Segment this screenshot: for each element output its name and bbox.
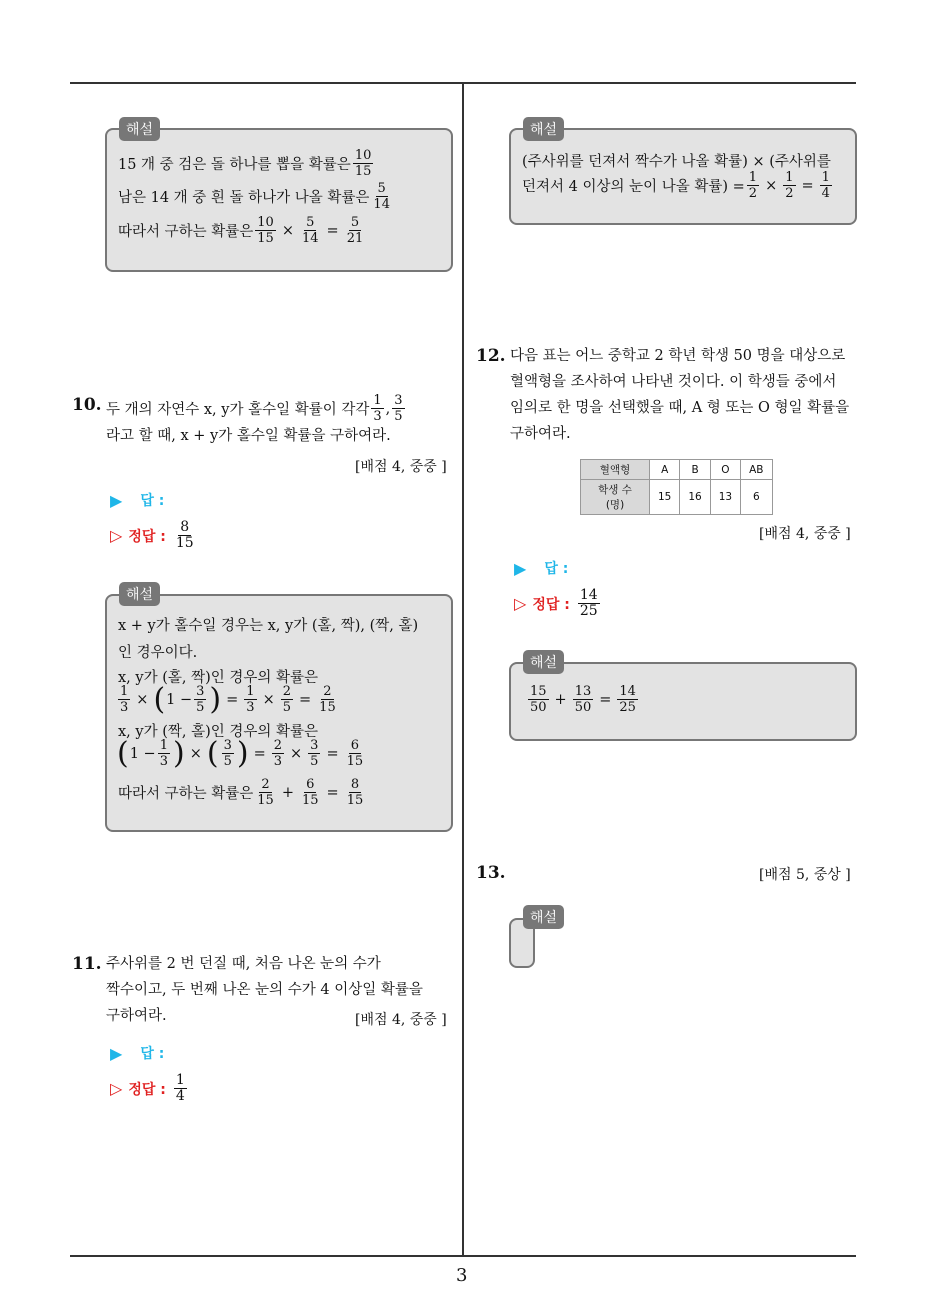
table-cell: 6 — [741, 480, 772, 515]
table-row — [581, 480, 773, 515]
solution-tag: 해설 — [119, 582, 160, 606]
outline-triangle-icon: ▷ — [514, 594, 527, 613]
q12-correct-answer: ▷ 정답 : 14 25 — [514, 587, 598, 619]
answer-label: 답 : — [140, 1046, 165, 1062]
play-icon: ▶ — [514, 558, 527, 578]
question-number-12: 12. — [476, 346, 506, 366]
q11-text-line3: 구하여라. — [106, 1008, 167, 1024]
q11-answer-field[interactable] — [110, 1043, 164, 1063]
q11-correct-answer: ▷ 정답 : 1 4 — [110, 1072, 185, 1104]
q11-score: [배점 4, 중중 ] — [355, 1012, 447, 1028]
sol11-line2: 던져서 4 이상의 눈이 나올 확률) = $\frac{1}{2}$ × $\frac{1}{2}$ = $\frac{1}{4}$ — [522, 170, 830, 201]
table-row — [581, 460, 773, 480]
table-cell: 16 — [680, 480, 710, 515]
sol12-eq: 15 50 + $\frac{13}{50}$ = $\frac{14}{25}$ — [530, 684, 636, 715]
solution-tag: 해설 — [523, 117, 564, 141]
solution-tag: 해설 — [523, 650, 564, 674]
q12-answer-field[interactable] — [514, 558, 568, 578]
q12-score: [배점 4, 중중 ] — [759, 526, 851, 542]
table-cell: AB — [741, 460, 772, 480]
sol9-line1: 15 개 중 검은 돌 하나를 뽑을 확률은 10 15 — [118, 148, 372, 179]
sol10-eq2: ( 1 − 1 3 ) × ( 3 5 ) = $\frac{2}{3}$ × $\frac{3}{5}$ = $\frac{6}{15}$ — [117, 735, 364, 771]
sol11-line1: (주사위를 던져서 짝수가 나올 확률) × (주사위를 — [522, 154, 831, 170]
q10-text-line1: 두 개의 자연수 x, y가 홀수일 확률이 각각 1 3 , 3 5 — [106, 393, 403, 424]
sol10-line4: x, y가 (짝, 홀)인 경우의 확률은 — [118, 724, 319, 740]
q12-text-line3: 임의로 한 명을 선택했을 때, A 형 또는 O 형일 확률을 — [510, 400, 850, 416]
table-cell: B — [680, 460, 710, 480]
table-cell: A — [650, 460, 680, 480]
table-row-label: 학생 수(명) — [581, 480, 650, 515]
correct-label: 정답 : — [128, 1081, 166, 1098]
q10-correct-answer: ▷ 정답 : 8 15 — [110, 519, 194, 551]
column-divider — [462, 84, 464, 1256]
answer-label: 답 : — [544, 561, 569, 577]
table-cell: O — [710, 460, 740, 480]
sol10-line1: x + y가 홀수일 경우는 x, y가 (홀, 짝), (짝, 홀) — [118, 618, 419, 634]
table-cell: 13 — [710, 480, 740, 515]
q10-text-line2: 라고 할 때, x + y가 홀수일 확률을 구하여라. — [106, 428, 391, 444]
blood-type-table — [580, 459, 773, 515]
answer-label: 답 : — [140, 493, 165, 509]
page-number: 3 — [456, 1265, 468, 1286]
solution-tag: 해설 — [523, 905, 564, 929]
q12-text-line1: 다음 표는 어느 중학교 2 학년 학생 50 명을 대상으로 — [510, 348, 846, 364]
q13-score: [배점 5, 중상 ] — [759, 867, 851, 883]
table-cell: 15 — [650, 480, 680, 515]
bottom-rule — [70, 1255, 856, 1257]
outline-triangle-icon: ▷ — [110, 526, 123, 545]
q12-text-line2: 혈액형을 조사하여 나타낸 것이다. 이 학생들 중에서 — [510, 374, 837, 390]
question-number-10: 10. — [72, 395, 102, 415]
play-icon: ▶ — [110, 1043, 123, 1063]
q12-text-line4: 구하여라. — [510, 426, 571, 442]
play-icon: ▶ — [110, 490, 123, 510]
sol9-line2: 남은 14 개 중 흰 돌 하나가 나올 확률은 5 14 — [118, 181, 390, 212]
q11-text-line2: 짝수이고, 두 번째 나온 눈의 수가 4 이상일 확률을 — [106, 982, 423, 998]
sol10-line2: 인 경우이다. — [118, 645, 198, 661]
q10-score: [배점 4, 중중 ] — [355, 459, 447, 475]
table-header-label: 혈액형 — [581, 460, 650, 480]
q11-text-line1: 주사위를 2 번 던질 때, 처음 나온 눈의 수가 — [106, 956, 381, 972]
sol10-final: 따라서 구하는 확률은 2 15 + $\frac{6}{15}$ = $\frac{8}{15}$ — [118, 777, 364, 808]
sol9-line3: 따라서 구하는 확률은 $\frac{10}{15}$ × $\frac{5}{14}$ = $\frac{5}{21}$ — [118, 215, 364, 246]
q10-answer-field[interactable] — [110, 490, 164, 510]
sol10-line3: x, y가 (홀, 짝)인 경우의 확률은 — [118, 670, 319, 686]
outline-triangle-icon: ▷ — [110, 1079, 123, 1098]
question-number-11: 11. — [72, 954, 102, 974]
correct-label: 정답 : — [532, 596, 570, 613]
correct-label: 정답 : — [128, 528, 166, 545]
solution-tag: 해설 — [119, 117, 160, 141]
question-number-13: 13. — [476, 863, 506, 883]
sol10-eq1: $\frac{1}{3}$ × ( 1 − 3 5 ) = $\frac{1}{3}$ × $\frac{2}{5}$ = $\frac{2}{15}$ — [120, 681, 336, 717]
